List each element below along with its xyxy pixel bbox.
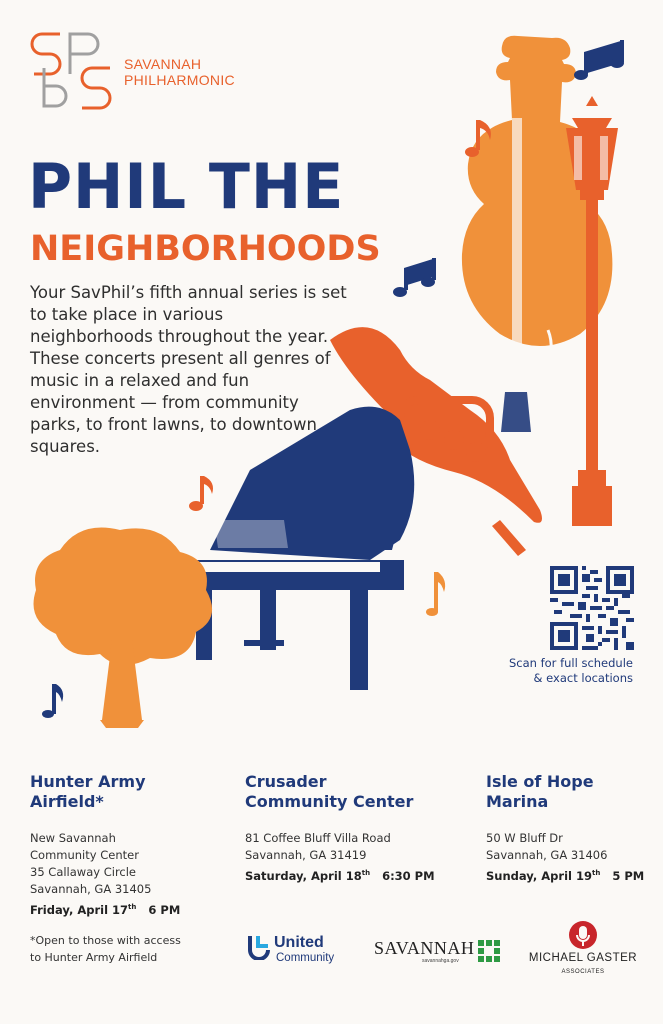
venue-name-line2: Airfield* xyxy=(30,792,104,811)
venue-name-line1: Isle of Hope xyxy=(486,772,594,791)
address-line: Savannah, GA 31405 xyxy=(30,882,152,896)
date-suffix: th xyxy=(128,903,137,911)
savannah-city-logo xyxy=(374,938,502,968)
community-word: Community xyxy=(276,952,335,964)
venue-hunter-army-airfield xyxy=(30,772,230,919)
date-suffix: th xyxy=(591,869,601,877)
music-note-icon xyxy=(393,258,436,297)
title-line1: PHIL THE xyxy=(28,150,345,223)
qr-caption xyxy=(509,656,633,686)
event-time: 5 PM xyxy=(612,868,645,883)
music-note-icon xyxy=(426,572,445,616)
address-line: 81 Coffee Bluff Villa Road xyxy=(245,831,391,845)
venue-name-line1: Crusader xyxy=(245,772,327,791)
intro-paragraph: Your SavPhil’s fifth annual series is set to take place in various neighborhoods throughout the year. These concerts present all genres of music in a relaxed and fun environment — from community parks, to front lawns, to downtown squares. xyxy=(30,283,347,456)
oak-tree-icon xyxy=(34,528,213,729)
microphone-badge-icon xyxy=(568,920,598,952)
date-day: Saturday, April 18 xyxy=(245,868,362,883)
michael-gaster-word: MICHAEL GASTER xyxy=(528,952,638,964)
venue-date xyxy=(30,898,230,919)
venue-name xyxy=(245,772,465,812)
qr-caption-line1: Scan for full schedule xyxy=(508,656,633,670)
event-time: 6:30 PM xyxy=(382,868,435,883)
org-name-line1: SAVANNAH xyxy=(124,56,202,72)
address-line: Savannah, GA 31406 xyxy=(486,848,608,862)
venue-name xyxy=(486,772,656,812)
venue-date xyxy=(245,864,465,885)
music-note-icon xyxy=(42,684,63,718)
date-day: Sunday, April 19 xyxy=(486,868,592,883)
venue-name-line2: Marina xyxy=(486,792,549,811)
org-name-line2: PHILHARMONIC xyxy=(124,72,235,88)
qr-caption-line2: & exact locations xyxy=(533,671,633,685)
venue-name-line2: Community Center xyxy=(245,792,414,811)
venue-address xyxy=(245,830,465,864)
united-community-icon xyxy=(246,934,272,960)
address-line: Savannah, GA 31419 xyxy=(245,848,367,862)
associates-word: ASSOCIATES xyxy=(561,969,605,975)
united-community-logo xyxy=(246,934,346,968)
michael-gaster-logo xyxy=(528,920,638,980)
qr-code[interactable] xyxy=(550,566,634,650)
title-line2: NEIGHBORHOODS xyxy=(30,229,381,269)
music-note-icon xyxy=(574,40,624,80)
address-line: Community Center xyxy=(30,848,139,862)
venue-name xyxy=(30,772,230,812)
savannah-url: savannahga.gov xyxy=(422,958,459,964)
venue-date xyxy=(486,864,656,885)
address-line: New Savannah xyxy=(30,831,116,845)
address-line: 50 W Bluff Dr xyxy=(486,831,563,845)
savannah-word: SAVANNAH xyxy=(374,938,475,958)
date-suffix: th xyxy=(361,869,371,877)
address-line: 35 Callaway Circle xyxy=(30,865,137,879)
venue-crusader-community-center xyxy=(245,772,465,885)
venue-name-line1: Hunter Army xyxy=(30,772,146,791)
united-word: United xyxy=(274,934,324,951)
footnote-line2: to Hunter Army Airfield xyxy=(30,951,158,964)
music-note-icon xyxy=(189,476,213,511)
date-day: Friday, April 17 xyxy=(30,902,129,917)
venue-address xyxy=(30,830,230,898)
venue-isle-of-hope-marina xyxy=(486,772,656,885)
footnote-line1: *Open to those with access xyxy=(30,934,181,947)
venue-address xyxy=(486,830,656,864)
event-time: 6 PM xyxy=(148,902,181,917)
savannah-grid-icon xyxy=(478,940,500,962)
access-footnote xyxy=(30,932,181,966)
